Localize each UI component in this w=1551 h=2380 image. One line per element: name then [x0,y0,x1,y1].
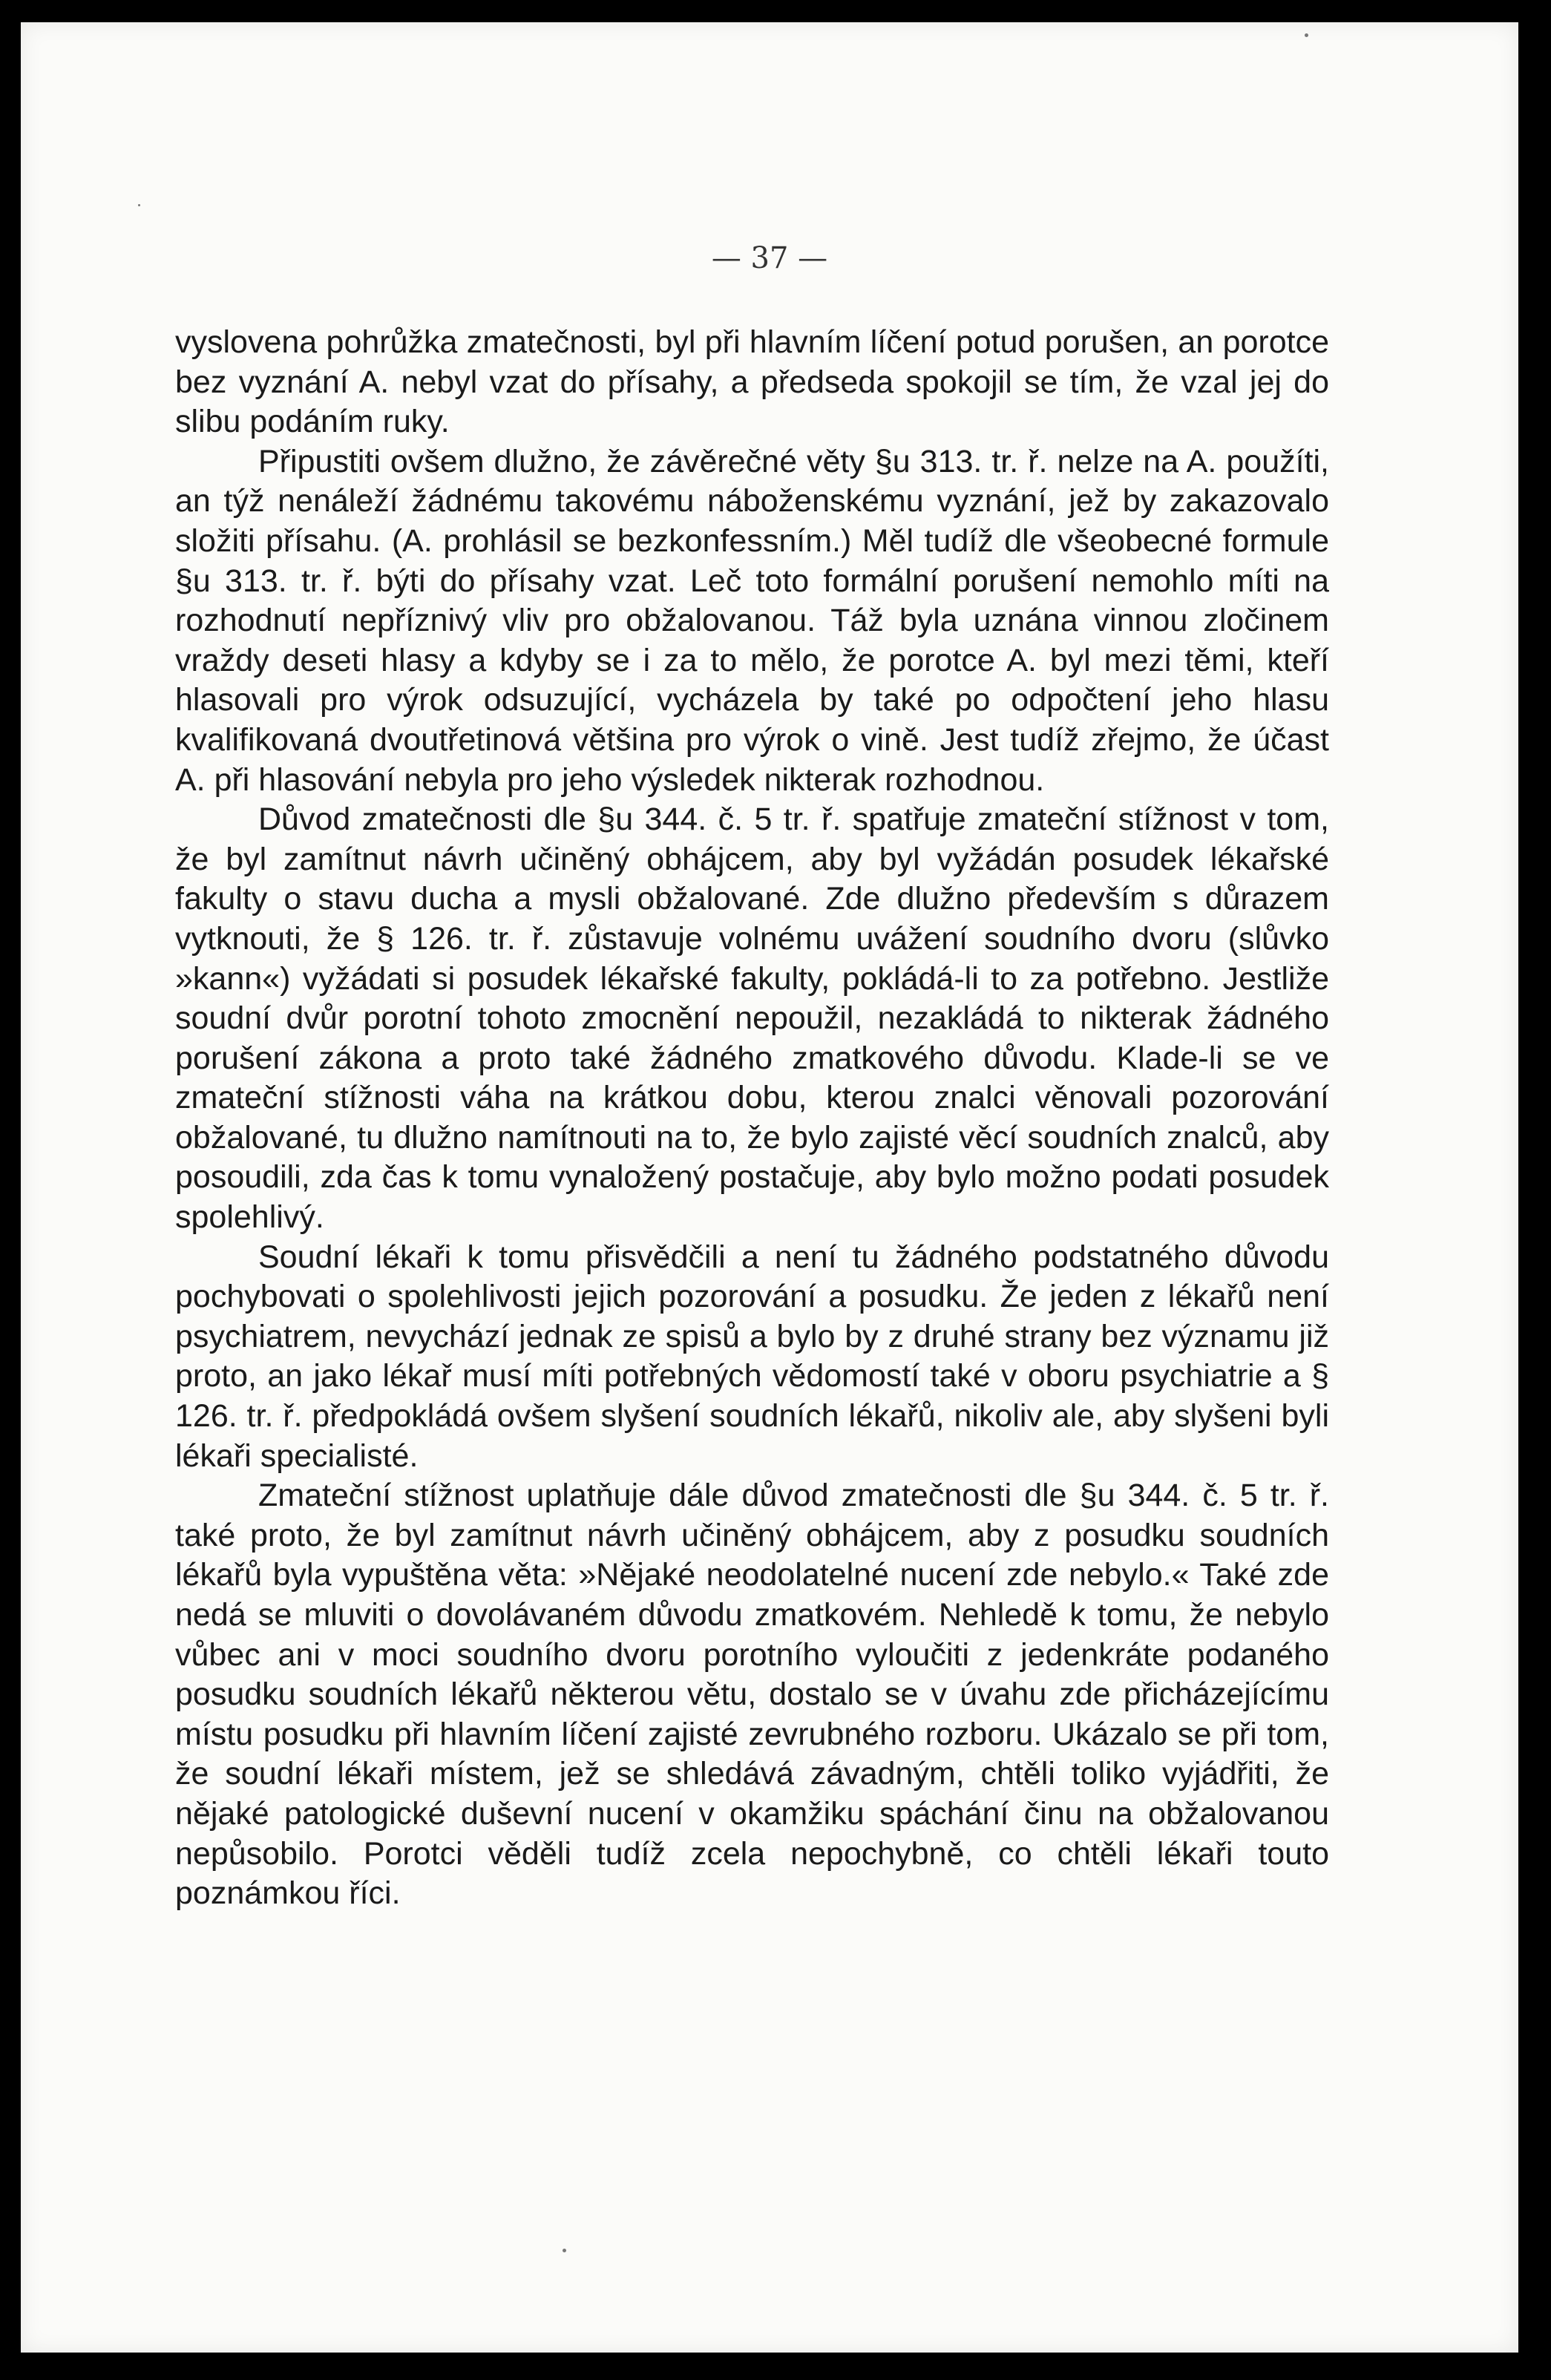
page-number: — 37 — [711,241,828,275]
paragraph-5: Zmateční stížnost uplatňuje dále důvod zmatečnosti dle §u 344. č. 5 tr. ř. také proto, že byl zamítnut návrh učiněný obhájcem, aby z posudku soudních lékařů byla vypuštěna věta: »Nějaké neodolatelné nucení zde nebylo.« Také zde nedá se mluviti o dovolávaném důvodu zmatkovém. Nehledě k tomu, že nebylo vůbec ani v moci soudního dvoru porotního vyloučiti z jedenkráte podaného posudku soudních lékařů některou větu, dostalo se v úvahu zde přicházejícímu místu posudku při hlavním líčení zajisté zevrubného rozboru. Ukázalo se při tom, že soudní lékaři místem, jež se shledává závadným, chtěli toliko vyjádřiti, že nějaké patologické duševní nucení v okamžiku spáchání činu na obžalovanou nepůsobilo. Porotci věděli tudíž zcela nepochybně, co chtěli lékaři touto poznámkou říci. [175,1478,1329,1912]
scan-speck [563,2249,566,2252]
paragraph-4: Soudní lékaři k tomu přisvědčili a není tu žádného podstatného důvodu pochybovati o spolehlivosti jejich pozorování a posudku. Že jeden z lékařů není psychiatrem, nevychází jednak ze spisů a bylo by z druhé strany bez významu již proto, an jako lékař musí míti potřebných vědomostí také v oboru psychiatrie a § 126. tr. ř. předpokládá ovšem slyšení soudních lékařů, nikoliv ale, aby slyšeni byli lékaři specialisté. [175,1239,1329,1474]
paragraph-1: vyslovena pohrůžka zmatečnosti, byl při hlavním líčení potud porušen, an porotce bez vyznání A. nebyl vzat do přísahy, a předseda spokojil se tím, že vzal jej do slibu podáním ruky. [175,324,1329,440]
scan-speck [1305,33,1308,37]
body-text [175,323,1329,1914]
paragraph-3: Důvod zmatečnosti dle §u 344. č. 5 tr. ř. spatřuje zmateční stížnost v tom, že byl zamítnut návrh učiněný obhájcem, aby byl vyžádán posudek lékařské fakulty o stavu ducha a mysli obžalované. Zde dlužno především s důrazem vytknouti, že § 126. tr. ř. zůstavuje volnému uvážení soudního dvoru (slůvko »kann«) vyžádati si posudek lékařské fakulty, pokládá-li to za potřebno. Jestliže soudní dvůr porotní tohoto zmocnění nepoužil, nezakládá to nikterak žádného porušení zákona a proto také žádného zmatkového důvodu. Klade-li se ve zmateční stížnosti váha na krátkou dobu, kterou znalci věnovali pozorování obžalované, tu dlužno namítnouti na to, že bylo zajisté věcí soudních znalců, aby posoudili, zda čas k tomu vynaložený postačuje, aby bylo možno podati posudek spolehlivý. [175,801,1329,1236]
scan-speck [138,204,140,206]
paragraph-2: Připustiti ovšem dlužno, že závěrečné věty §u 313. tr. ř. nelze na A. použíti, an týž nenáleží žádnému takovému náboženskému vyznání, jež by zakazovalo složiti přísahu. (A. prohlásil se bezkonfessním.) Měl tudíž dle všeobecné formule §u 313. tr. ř. býti do přísahy vzat. Leč toto formální porušení nemohlo míti na rozhodnutí nepříznivý vliv pro obžalovanou. Táž byla uznána vinnou zločinem vraždy deseti hlasy a kdyby se i za to mělo, že porotce A. byl mezi těmi, kteří hlasovali pro výrok odsuzující, vycházela by také po odpočtení jeho hlasu kvalifikovaná dvoutřetinová většina pro výrok o vině. Jest tudíž zřejmo, že účast A. při hlasování nebyla pro jeho výsledek nikterak rozhodnou. [175,443,1329,798]
scanned-page [21,22,1518,2353]
